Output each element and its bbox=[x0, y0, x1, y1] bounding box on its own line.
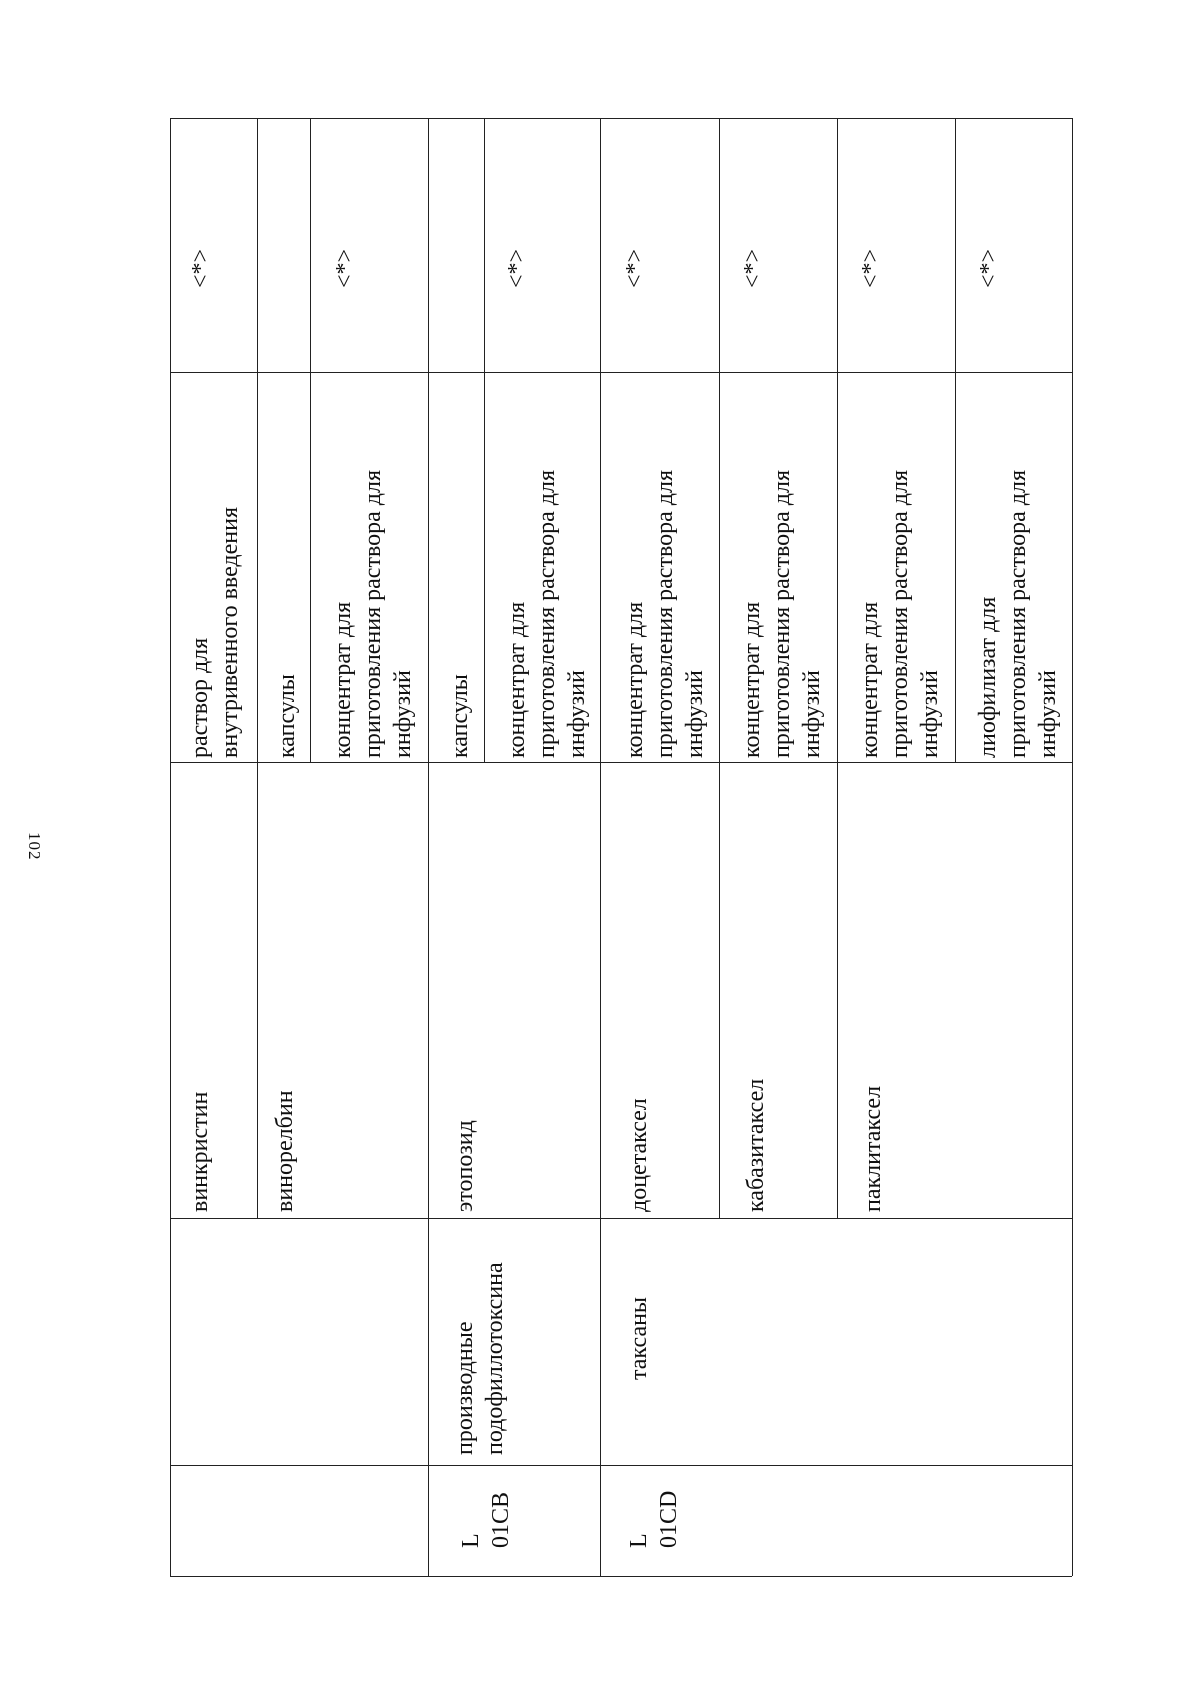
page-number: 102 bbox=[25, 832, 44, 861]
table-border-top bbox=[170, 118, 1072, 119]
special-mark: <*> bbox=[188, 248, 214, 288]
drug-name: кабазитаксел bbox=[743, 1078, 769, 1212]
dosage-form: концентрат для приготовления раствора для инфузий bbox=[330, 470, 416, 758]
drug-name: паклитаксел bbox=[860, 1085, 886, 1212]
row-divider bbox=[484, 118, 485, 762]
column-divider bbox=[170, 762, 1072, 763]
drug-name: винкристин bbox=[187, 1091, 213, 1212]
atc-code: L 01CD bbox=[626, 1490, 682, 1548]
dosage-form: капсулы bbox=[447, 674, 473, 758]
dosage-form: концентрат для приготовления раствора для инфузий bbox=[739, 470, 825, 758]
row-divider bbox=[955, 118, 956, 762]
dosage-form: раствор для внутривенного введения bbox=[187, 506, 243, 758]
row-divider bbox=[837, 118, 838, 1218]
dosage-form: концентрат для приготовления раствора для инфузий bbox=[504, 470, 590, 758]
table-border-left bbox=[170, 118, 171, 1576]
dosage-form: капсулы bbox=[274, 674, 300, 758]
special-mark: <*> bbox=[740, 248, 766, 288]
drug-name: винорелбин bbox=[272, 1090, 298, 1212]
row-divider bbox=[310, 118, 311, 762]
table-border-bottom bbox=[170, 1576, 1072, 1577]
special-mark: <*> bbox=[332, 248, 358, 288]
dosage-form: концентрат для приготовления раствора для инфузий bbox=[857, 470, 943, 758]
column-divider bbox=[170, 1218, 1072, 1219]
special-mark: <*> bbox=[622, 248, 648, 288]
special-mark: <*> bbox=[504, 248, 530, 288]
column-divider bbox=[170, 1465, 1072, 1466]
dosage-form: концентрат для приготовления раствора для инфузий bbox=[622, 470, 708, 758]
special-mark: <*> bbox=[858, 248, 884, 288]
drug-name: доцетаксел bbox=[626, 1098, 652, 1212]
row-divider bbox=[257, 118, 258, 1218]
atc-code: L 01CB bbox=[458, 1491, 514, 1548]
row-divider bbox=[600, 118, 601, 1576]
group-name: производные подофиллотоксина bbox=[452, 1262, 508, 1455]
column-divider bbox=[170, 372, 1072, 373]
special-mark: <*> bbox=[976, 248, 1002, 288]
drug-name: этопозид bbox=[452, 1120, 478, 1212]
table-border-right bbox=[1072, 118, 1073, 1576]
dosage-form: лиофилизат для приготовления раствора для инфузий bbox=[975, 470, 1061, 758]
row-divider bbox=[428, 118, 429, 1576]
row-divider bbox=[719, 118, 720, 1218]
group-name: таксаны bbox=[626, 1296, 652, 1380]
